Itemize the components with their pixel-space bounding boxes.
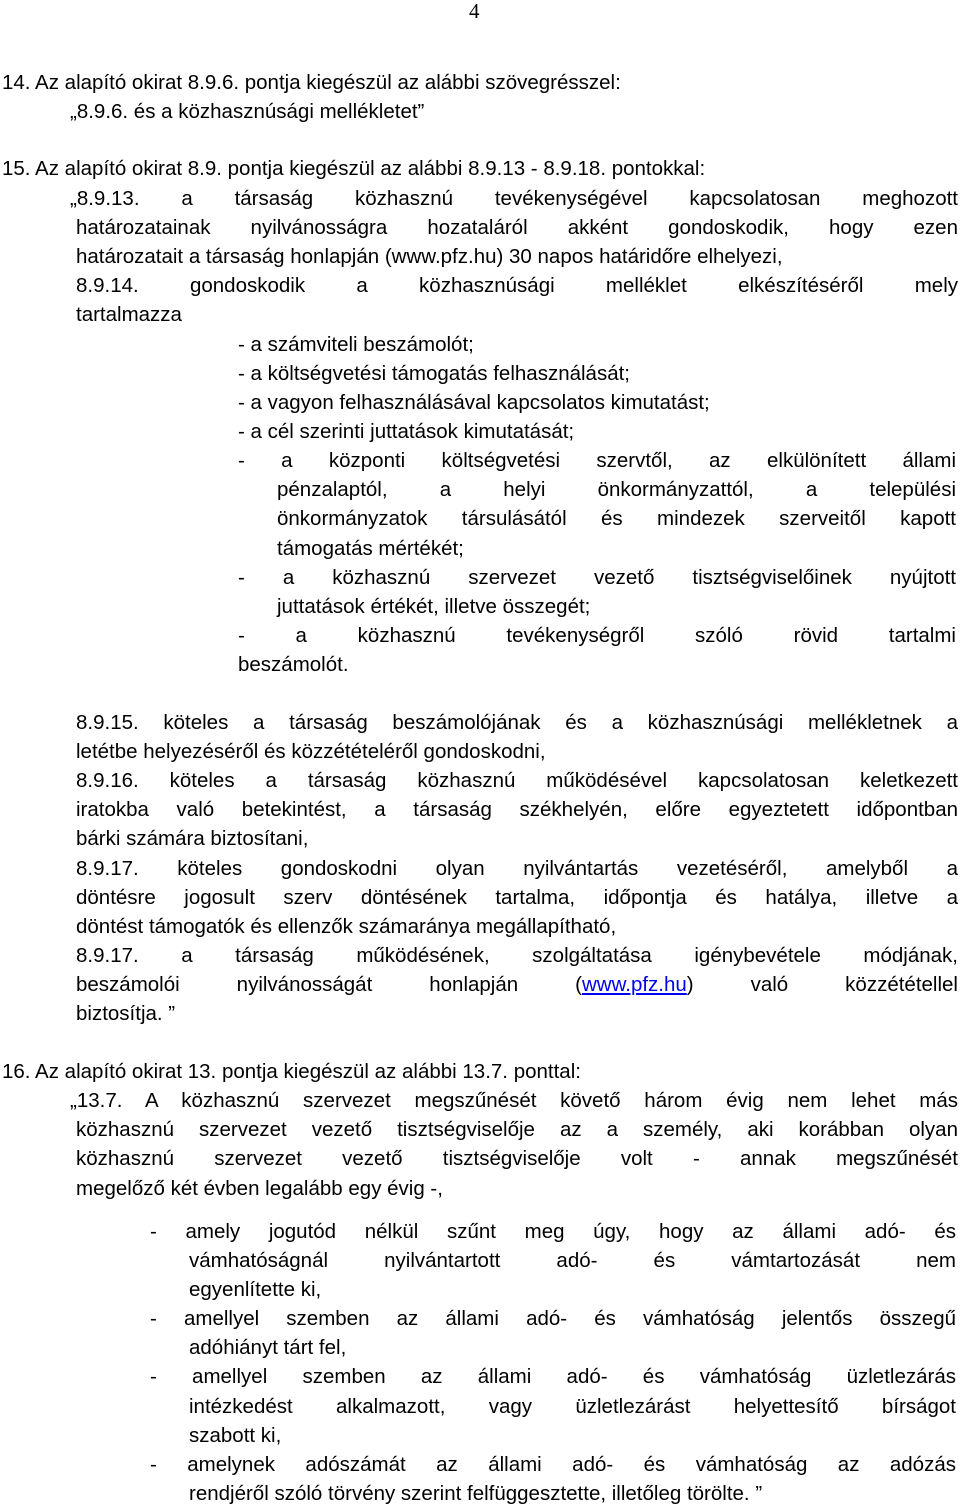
para-8-9-17-a-line: döntést támogatók és ellenzők számaránya megállapítható, xyxy=(76,915,617,938)
list-item: - a költségvetési támogatás felhasználását; xyxy=(238,362,630,385)
para-13-7-line: közhasznú szervezet vezető tisztségviselője az a személy, aki korábban olyan xyxy=(76,1118,958,1141)
list-item: - a közhasznú szervezet vezető tisztségviselőinek nyújtott xyxy=(238,566,956,589)
list-item: - a számviteli beszámolót; xyxy=(238,333,474,356)
list-item: - a közhasznú tevékenységről szóló rövid tartalmi xyxy=(238,624,956,647)
para-8-9-13-line: határozatainak nyilvánosságra hozataláról akként gondoskodik, hogy ezen xyxy=(76,216,958,239)
list-item: - a cél szerinti juttatások kimutatását; xyxy=(238,420,575,443)
list-item: - amellyel szemben az állami adó- és vámhatóság üzletlezárás xyxy=(150,1365,956,1388)
list-item-continuation: juttatások értékét, illetve összegét; xyxy=(277,595,591,618)
list-item-continuation: pénzalaptól, a helyi önkormányzattól, a települési xyxy=(277,478,956,501)
item-14-line-2: „8.9.6. és a közhasznúsági mellékletet” xyxy=(70,100,425,123)
para-8-9-17-a-line: 8.9.17. köteles gondoskodni olyan nyilvántartás vezetéséről, amelyből a xyxy=(76,857,958,880)
list-item: - a vagyon felhasználásával kapcsolatos kimutatást; xyxy=(238,391,710,414)
list-item-continuation: önkormányzatok társulásától és mindezek szerveitől kapott xyxy=(277,507,956,530)
para-13-7-line: „13.7. A közhasznú szervezet megszűnését követő három évig nem lehet más xyxy=(70,1089,958,1112)
list-item-continuation: rendjéről szóló törvény szerint felfüggesztette, illetőleg törölte. ” xyxy=(189,1482,763,1505)
text-after-link: ) való közzététellel xyxy=(686,973,958,996)
list-item-continuation: beszámolót. xyxy=(238,653,349,676)
list-item: - amelynek adószámát az állami adó- és vámhatóság az adózás xyxy=(150,1453,956,1476)
para-8-9-15-line: 8.9.15. köteles a társaság beszámolójának és a közhasznúsági mellékletnek a xyxy=(76,711,958,734)
list-item-continuation: támogatás mértékét; xyxy=(277,537,464,560)
list-item: - amely jogutód nélkül szűnt meg úgy, hogy az állami adó- és xyxy=(150,1220,956,1243)
item-16-heading: 16. Az alapító okirat 13. pontja kiegészül az alábbi 13.7. ponttal: xyxy=(2,1060,581,1083)
para-8-9-17-b-line xyxy=(76,971,958,999)
para-13-7-line: közhasznú szervezet vezető tisztségviselője volt - annak megszűnését xyxy=(76,1147,958,1170)
list-item: - a központi költségvetési szervtől, az elkülönített állami xyxy=(238,449,956,472)
website-link[interactable]: www.pfz.hu xyxy=(581,973,687,996)
para-8-9-16-line: 8.9.16. köteles a társaság közhasznú működésével kapcsolatosan keletkezett xyxy=(76,769,958,792)
para-8-9-14-line: 8.9.14. gondoskodik a közhasznúsági melléklet elkészítéséről mely xyxy=(76,274,958,297)
para-13-7-line: megelőző két évben legalább egy évig -, xyxy=(76,1177,443,1200)
para-8-9-13-line: határozatait a társaság honlapján (www.pfz.hu) 30 napos határidőre elhelyezi, xyxy=(76,245,783,268)
item-14-line-1: 14. Az alapító okirat 8.9.6. pontja kiegészül az alábbi szövegrésszel: xyxy=(2,71,621,94)
para-8-9-16-line: bárki számára biztosítani, xyxy=(76,827,309,850)
para-8-9-17-a-line: döntésre jogosult szerv döntésének tartalma, időpontja és hatálya, illetve a xyxy=(76,886,958,909)
text-before-link: beszámolói nyilvánosságát honlapján ( xyxy=(76,973,582,996)
para-8-9-17-b-line: 8.9.17. a társaság működésének, szolgáltatása igénybevétele módjának, xyxy=(76,944,958,967)
list-item-continuation: adóhiányt tárt fel, xyxy=(189,1336,347,1359)
list-item-continuation: intézkedést alkalmazott, vagy üzletlezárást helyettesítő bírságot xyxy=(189,1395,956,1418)
list-item-continuation: szabott ki, xyxy=(189,1424,282,1447)
para-8-9-17-b-line: biztosítja. ” xyxy=(76,1002,176,1025)
para-8-9-14-line: tartalmazza xyxy=(76,303,182,326)
para-8-9-16-line: iratokba való betekintést, a társaság székhelyén, előre egyeztetett időpontban xyxy=(76,798,958,821)
para-8-9-15-line: letétbe helyezéséről és közzétételéről gondoskodni, xyxy=(76,740,546,763)
list-item-continuation: vámhatóságnál nyilvántartott adó- és vámtartozását nem xyxy=(189,1249,956,1272)
page-number: 4 xyxy=(469,0,480,23)
list-item: - amellyel szemben az állami adó- és vámhatóság jelentős összegű xyxy=(150,1307,956,1330)
item-15-heading: 15. Az alapító okirat 8.9. pontja kiegészül az alábbi 8.9.13 - 8.9.18. pontokkal: xyxy=(2,157,706,180)
list-item-continuation: egyenlítette ki, xyxy=(189,1278,322,1301)
para-8-9-13-line: „8.9.13. a társaság közhasznú tevékenységével kapcsolatosan meghozott xyxy=(70,187,958,210)
